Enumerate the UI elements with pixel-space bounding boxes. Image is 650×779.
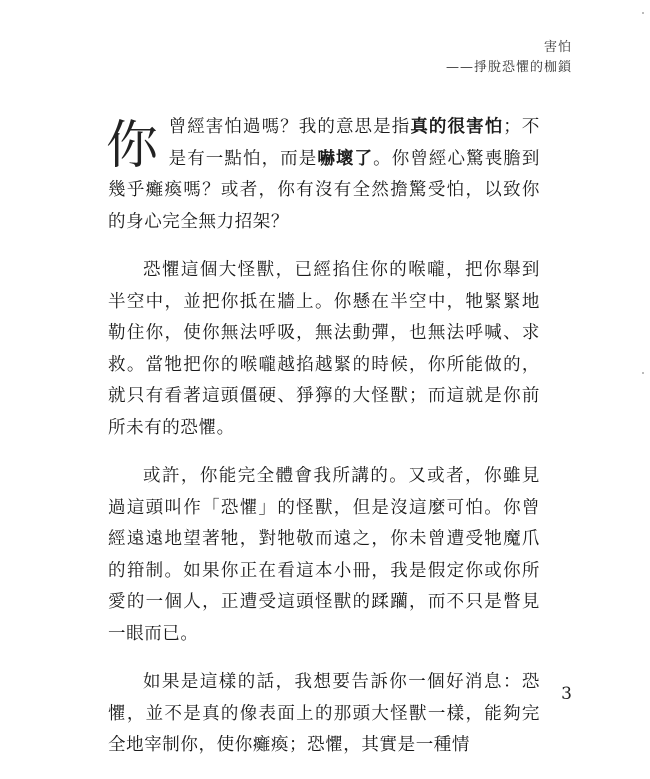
edge-speck [642, 372, 644, 374]
page-number: 3 [561, 684, 572, 704]
emphasis-really-afraid: 真的很害怕 [410, 117, 504, 137]
paragraph-4: 如果是這樣的話，我想要告訴你一個好消息：恐懼，並不是真的像表面上的那頭大怪獸一樣，能夠完全地宰制你，使你癱瘓；恐懼，其實是一種情 [108, 672, 540, 755]
paragraph-1 [108, 112, 540, 238]
header-subtitle: ——掙脫恐懼的枷鎖 [445, 60, 572, 75]
body-text [108, 112, 540, 779]
drop-cap: 你 [106, 116, 159, 176]
paragraph-1-part-2: ；不是有一點怕，而是 [168, 117, 540, 169]
header-title: 害怕 [543, 40, 572, 55]
paragraph-2: 恐懼這個大怪獸，已經掐住你的喉嚨，把你舉到半空中，並把你抵在牆上。你懸在半空中，牠緊緊地勒住你，使你無法呼吸，無法動彈，也無法呼喊、求救。當牠把你的喉嚨越掐越緊的時候，你所能做的，就只有看著這頭僵硬、猙獰的大怪獸；而這就是你前所未有的恐懼。 [108, 260, 540, 438]
paragraph-1-part-1: 曾經害怕過嗎？我的意思是指 [168, 117, 411, 137]
running-header [446, 38, 572, 78]
paragraph-1-part-3: 。你曾經心驚喪膽到幾乎癱瘓嗎？或者，你有沒有全然擔驚受怕，以致你的身心完全無力招架？ [108, 148, 540, 232]
edge-speck [642, 12, 644, 14]
emphasis-terrified: 嚇壞了 [317, 148, 374, 169]
paragraph-3: 或許，你能完全體會我所講的。又或者，你雖見過這頭叫作「恐懼」的怪獸，但是沒這麼可怕。你曾經遠遠地望著牠，對牠敬而遠之，你未曾遭受牠魔爪的箝制。如果你正在看這本小冊，我是假定你或你所愛的一個人，正遭受這頭怪獸的蹂躪，而不只是瞥見一眼而已。 [108, 466, 540, 644]
